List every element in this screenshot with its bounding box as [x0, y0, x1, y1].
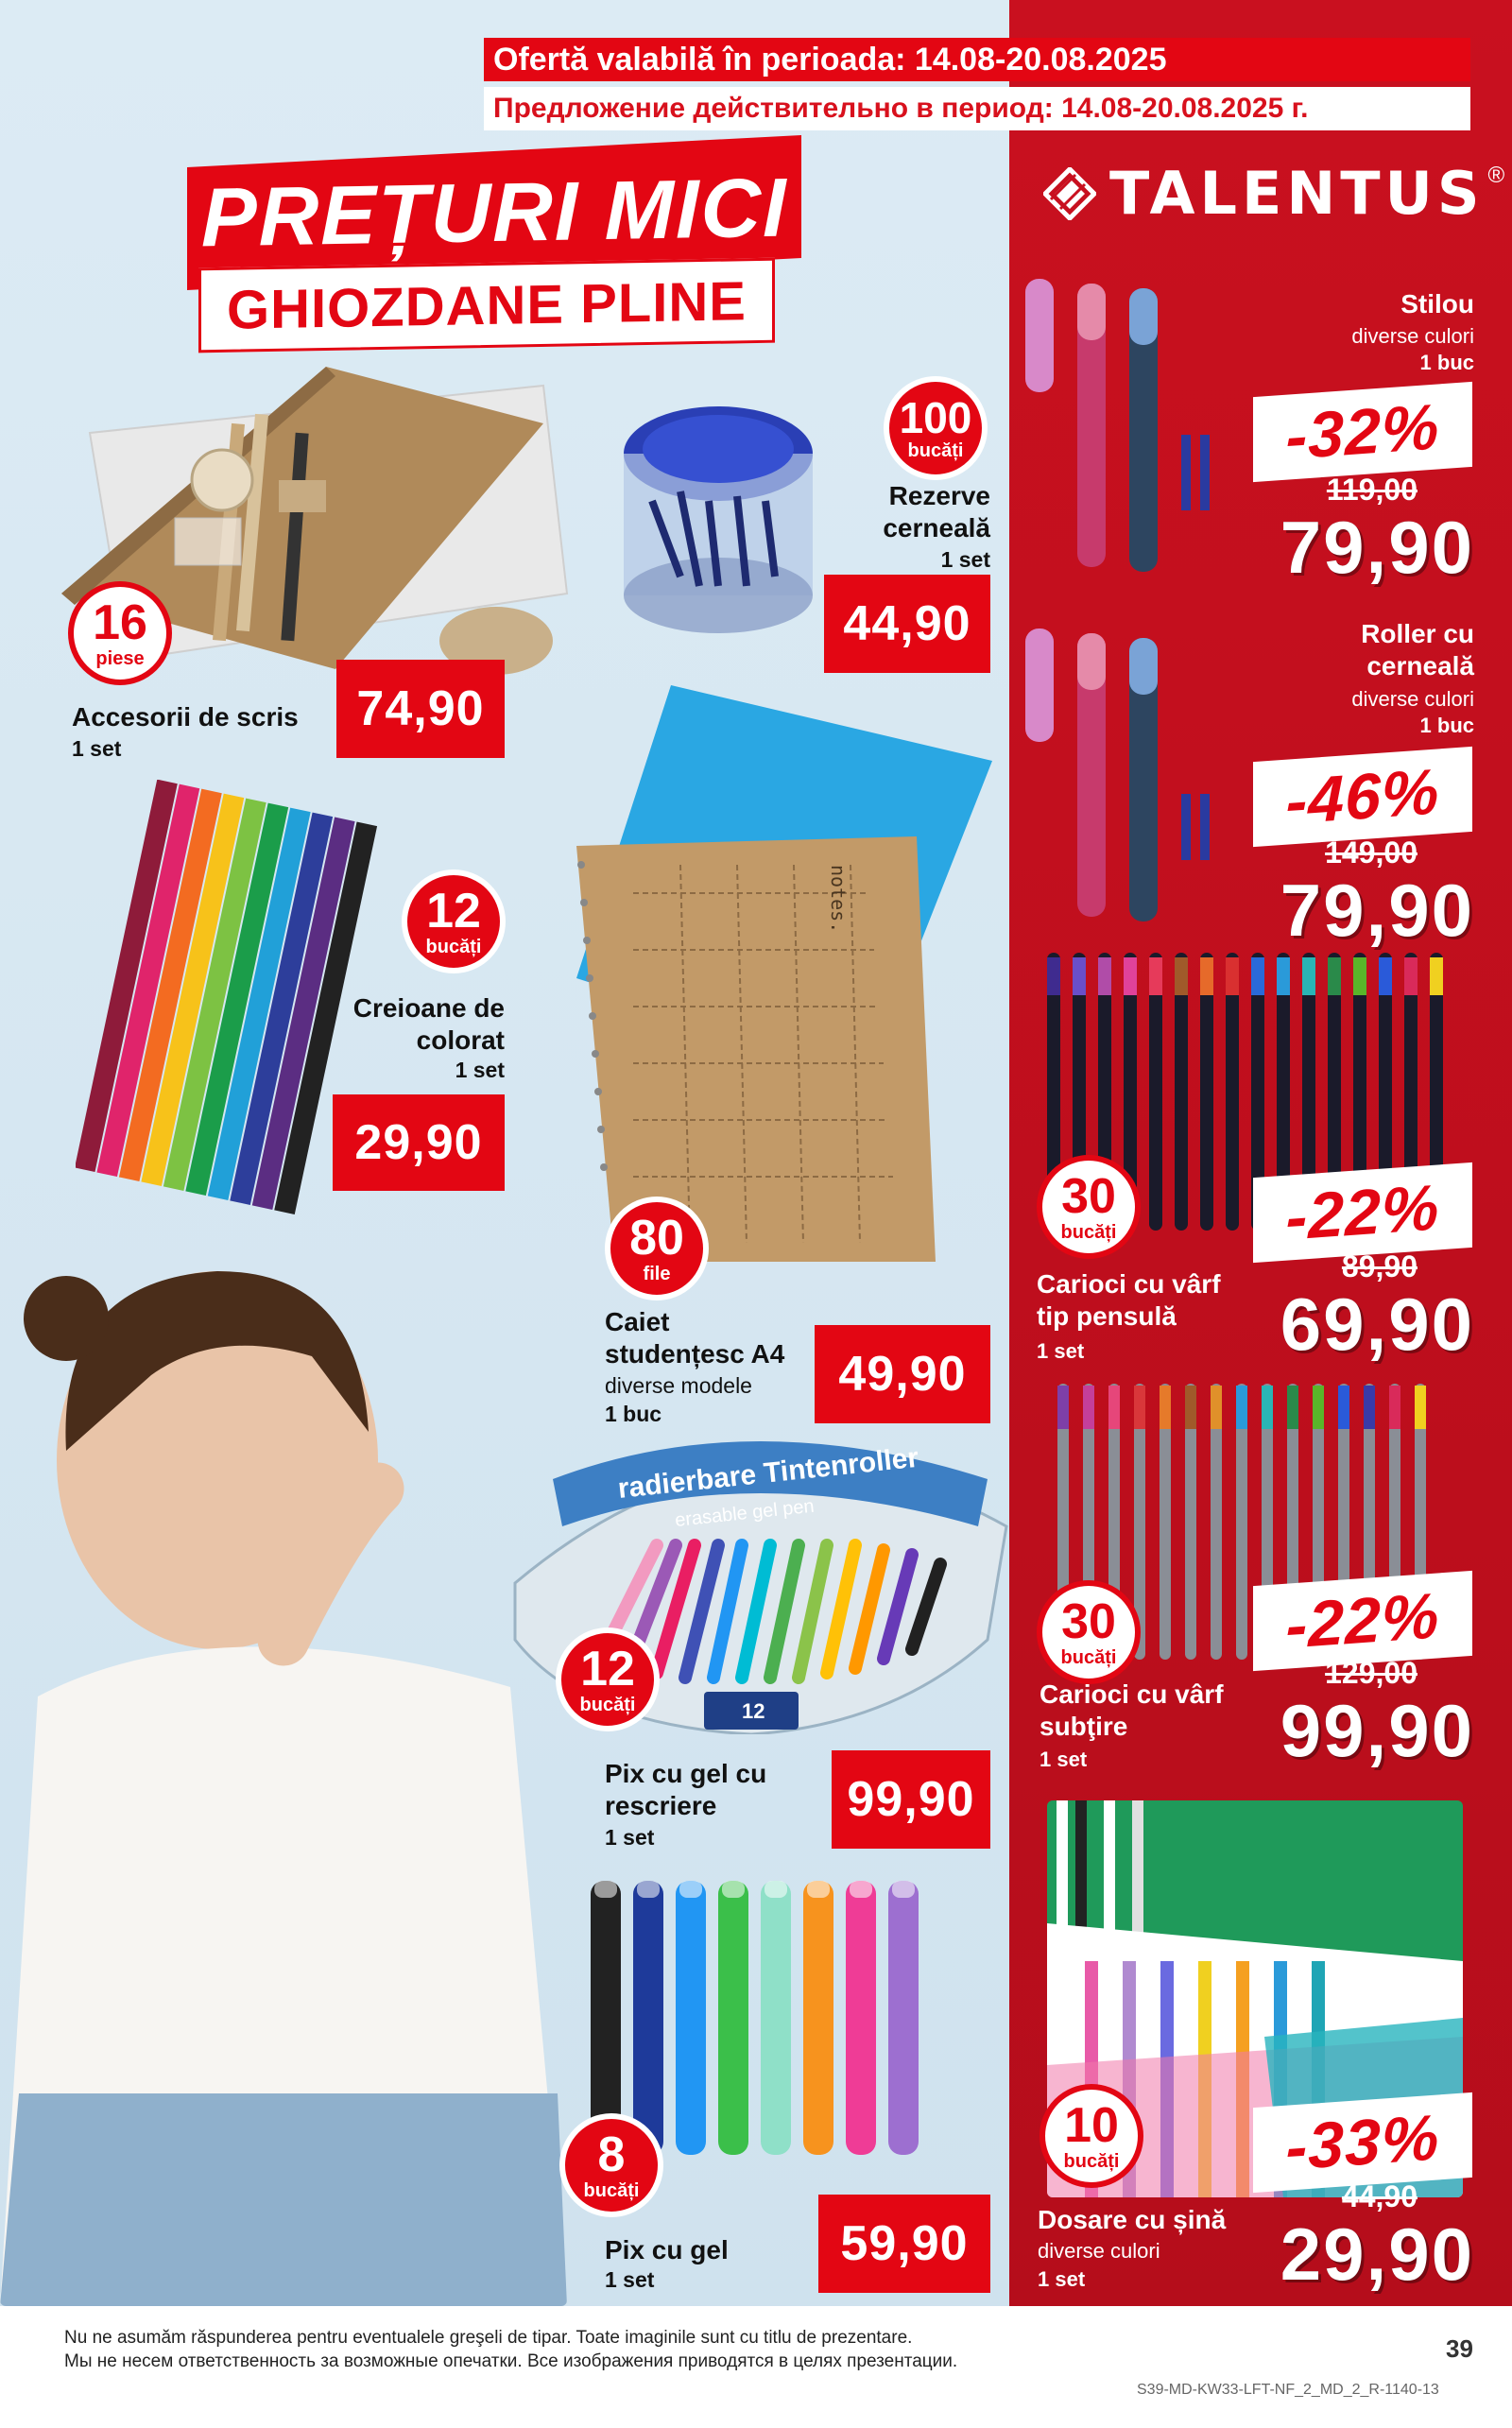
price-notebook: 49,90 — [815, 1325, 990, 1423]
qty-erasable-pens: 1 set — [605, 1825, 655, 1850]
footer-disclaimer — [64, 2327, 957, 2373]
badge-notebook: 80 file — [605, 1197, 709, 1300]
talentus-logo-text: TALENTUS — [1109, 159, 1485, 228]
variant-folders: diverse culori — [1038, 2239, 1160, 2263]
validity-ro: Ofertă valabilă în perioada: 14.08-20.08.2025 — [484, 38, 1470, 81]
title-folders: Dosare cu șină — [1038, 2205, 1227, 2234]
price-pencils: 29,90 — [333, 1094, 505, 1191]
title-erasable-pens: Pix cu gel cu rescriere — [605, 1759, 767, 1821]
old-price-folders: 44,90 — [1341, 2179, 1418, 2213]
price-brush-markers: 69,90 — [1280, 1283, 1474, 1366]
price-fine-markers: 99,90 — [1280, 1689, 1474, 1772]
page-number: 39 — [1446, 2334, 1473, 2363]
qty-ink-refills: 1 set — [940, 547, 990, 572]
badge-fine-markers: 30 bucăți — [1037, 1580, 1141, 1684]
title-gel-pens: Pix cu gel — [605, 2235, 729, 2264]
title-brush-markers: Carioci cu vârf tip pensulă — [1037, 1269, 1221, 1332]
qty-fountain-pen: 1 buc — [1419, 351, 1474, 374]
title-notebook: Caiet studențesc A4 — [605, 1307, 785, 1369]
price-ink-roller: 79,90 — [1280, 869, 1474, 952]
qty-ink-roller: 1 buc — [1419, 714, 1474, 737]
discount-fine-markers: -22% — [1253, 1571, 1472, 1671]
title-fine-markers: Carioci cu vârf subţire — [1040, 1679, 1224, 1742]
title-ink-refills: Rezerve cerneală — [883, 481, 990, 543]
registered-mark: ® — [1487, 163, 1505, 188]
pack-count: 12 — [742, 1699, 765, 1723]
banner-line1: PREȚURI MICI — [187, 135, 801, 290]
fountain-pen-image — [1016, 274, 1252, 586]
disclaimer-ro: Nu ne asumăm răspunderea pentru eventualele greşeli de tipar. Toate imaginile sunt cu titlu de prezentare. — [64, 2328, 913, 2348]
qty-accessories: 1 set — [72, 736, 122, 761]
banner-line2: GHIOZDANE PLINE — [198, 258, 775, 353]
old-price-fountain-pen: 119,00 — [1326, 473, 1418, 507]
talentus-logo — [1043, 159, 1504, 228]
badge-pencils: 12 bucăți — [402, 870, 506, 973]
variant-ink-roller: diverse culori — [1351, 687, 1474, 711]
badge-ink-refills: 100 bucăți — [884, 376, 988, 480]
price-accessories: 74,90 — [336, 660, 505, 758]
badge-accessories: 16 piese — [68, 581, 172, 685]
title-fountain-pen: Stilou — [1400, 289, 1474, 319]
title-accessories: Accesorii de scris — [72, 702, 299, 732]
old-price-brush-markers: 89,90 — [1341, 1249, 1418, 1283]
price-erasable-pens: 99,90 — [832, 1750, 990, 1849]
qty-brush-markers: 1 set — [1037, 1339, 1085, 1363]
badge-erasable-pens: 12 bucăți — [556, 1627, 660, 1731]
qty-notebook: 1 buc — [605, 1402, 662, 1426]
price-gel-pens: 59,90 — [818, 2195, 990, 2293]
qty-gel-pens: 1 set — [605, 2267, 655, 2292]
notebook-image — [558, 676, 992, 1262]
title-ink-roller: Roller cu cerneală — [1361, 619, 1474, 681]
price-folders: 29,90 — [1280, 2213, 1474, 2296]
discount-brush-markers: -22% — [1253, 1162, 1472, 1263]
badge-folders: 10 bucăți — [1040, 2084, 1143, 2188]
price-fountain-pen: 79,90 — [1280, 506, 1474, 589]
discount-ink-roller: -46% — [1253, 747, 1472, 847]
old-price-ink-roller: 149,00 — [1325, 835, 1418, 870]
old-price-fine-markers: 129,00 — [1325, 1656, 1418, 1690]
qty-folders: 1 set — [1038, 2267, 1086, 2291]
qty-pencils: 1 set — [455, 1058, 505, 1082]
print-code: S39-MD-KW33-LFT-NF_2_MD_2_R-1140-13 — [1137, 2382, 1439, 2398]
pack-label-1: radierbare Tintenroller — [616, 1441, 920, 1505]
discount-folders: -33% — [1253, 2092, 1472, 2193]
discount-fountain-pen: -32% — [1253, 382, 1472, 482]
title-pencils: Creioane de colorat — [352, 993, 505, 1056]
validity-ru: Предложение действительно в период: 14.08-20.08.2025 г. — [484, 87, 1470, 130]
badge-brush-markers: 30 bucăți — [1037, 1155, 1141, 1259]
talentus-logo-icon — [1043, 167, 1096, 220]
disclaimer-ru: Мы не несем ответственность за возможные опечатки. Все изображения приводятся в целях презентации. — [64, 2351, 958, 2371]
ink-refills-image — [605, 397, 832, 643]
variant-notebook: diverse modele — [605, 1373, 752, 1398]
price-ink-refills: 44,90 — [824, 575, 990, 673]
notebook-label: notes. — [827, 865, 850, 934]
variant-fountain-pen: diverse culori — [1351, 324, 1474, 348]
girl-photo — [0, 1243, 567, 2306]
pack-label-2: erasable gel pen — [674, 1495, 816, 1531]
qty-fine-markers: 1 set — [1040, 1748, 1088, 1771]
badge-gel-pens: 8 bucăți — [559, 2113, 663, 2217]
ink-roller-image — [1016, 624, 1252, 936]
